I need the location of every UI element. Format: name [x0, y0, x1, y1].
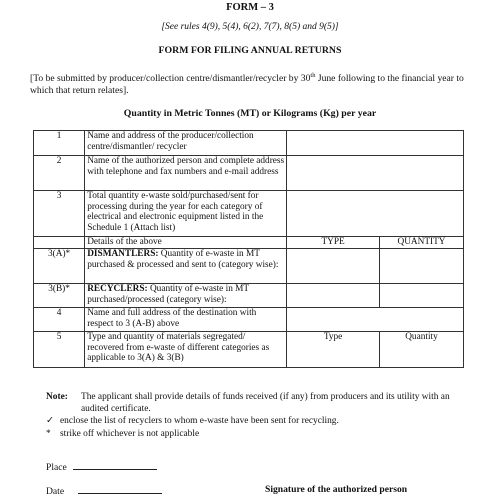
row-number: 4 [34, 308, 85, 332]
type-entry-cell[interactable] [287, 249, 380, 284]
row-description [85, 284, 287, 308]
bullet-text: enclose the list of recyclers to whom e-waste have been sent for recycling. [60, 416, 339, 426]
table-row [34, 131, 464, 156]
table-row [34, 237, 464, 249]
table-row [34, 308, 464, 332]
date-label: Date [46, 486, 65, 497]
row-description: Name and address of the producer/collection centre/dismantler/ recycler [85, 131, 287, 156]
row-entry-cell[interactable] [287, 191, 464, 237]
quantity-column-header: QUANTITY [380, 237, 464, 249]
place-line [46, 460, 157, 473]
note-text: The applicant shall provide details of funds received (if any) from producers and its utility with an audited certificate. [81, 392, 450, 414]
notes-section [46, 392, 466, 440]
row-number-empty [34, 237, 85, 249]
type-column-header: TYPE [287, 237, 380, 249]
submission-note [30, 70, 470, 97]
annual-returns-table [33, 130, 464, 368]
row-description: Type and quantity of materials segregated/ recovered from e-waste of different categories as applicable to 3(A) & 3(B) [85, 332, 287, 368]
quantity-heading: Quantity in Metric Tonnes (MT) or Kilograms (Kg) per year [123, 108, 377, 119]
list-item [46, 416, 466, 428]
place-label: Place [46, 462, 67, 473]
row-description: Details of the above [85, 237, 287, 249]
submission-note-part1: [To be submitted by producer/collection centre/dismantler/recycler by 30 [30, 73, 311, 85]
date-line [46, 484, 162, 497]
form-heading: FORM FOR FILING ANNUAL RETURNS [158, 45, 342, 56]
submission-note-sup: th [310, 72, 316, 79]
note [46, 392, 466, 415]
bullet-text: strike off whichever is not applicable [60, 428, 200, 439]
place-field[interactable] [73, 460, 157, 470]
form-title: FORM – 3 [226, 2, 274, 13]
row-description-text: Quantity of e-waste in MT purchased & processed and sent to (category wise): [87, 249, 279, 270]
row-number: 2 [34, 156, 85, 191]
quantity-entry-cell[interactable] [380, 284, 464, 308]
type-label: Type [287, 332, 380, 368]
row-description-bold: DISMANTLERS: [87, 249, 159, 259]
row-description [85, 249, 287, 284]
table-row [34, 156, 464, 191]
quantity-label: Quantity [380, 332, 464, 368]
row-description-text: Quantity of e-waste in MT purchased/processed (category wise): [87, 284, 249, 305]
quantity-entry-cell[interactable] [380, 249, 464, 284]
type-entry-cell[interactable] [287, 284, 380, 308]
table-row [34, 332, 464, 368]
row-number: 3(B)* [34, 284, 85, 308]
row-number: 1 [34, 131, 85, 156]
row-description: Name of the authorized person and complete address with telephone and fax numbers and e-mail address [85, 156, 287, 191]
asterisk-icon: * [46, 428, 51, 439]
table-row [34, 191, 464, 237]
date-field[interactable] [78, 484, 162, 494]
checkmark-icon: ✓ [46, 416, 54, 426]
note-label: Note: [46, 392, 68, 402]
signature-label: Signature of the authorized person [265, 484, 408, 495]
row-description: Total quantity e-waste sold/purchased/sent for processing during the year for each category of electrical and electronic equipment listed in the Schedule 1 (Attach list) [85, 191, 287, 237]
table-row [34, 284, 464, 308]
submission-note-part2: June following to the financial year to which that return relates]. [30, 73, 464, 97]
row-description: Name and full address of the destination with respect to 3 (A-B) above [85, 308, 287, 332]
row-entry-cell[interactable] [287, 308, 464, 332]
list-item [46, 429, 466, 441]
row-description-bold: RECYCLERS: [87, 284, 148, 294]
table-row [34, 249, 464, 284]
row-number: 5 [34, 332, 85, 368]
rules-reference: [See rules 4(9), 5(4), 6(2), 7(7), 8(5) and 9(5)] [161, 22, 339, 32]
row-number: 3(A)* [34, 249, 85, 284]
row-entry-cell[interactable] [287, 156, 464, 191]
row-number: 3 [34, 191, 85, 237]
row-entry-cell[interactable] [287, 131, 464, 156]
